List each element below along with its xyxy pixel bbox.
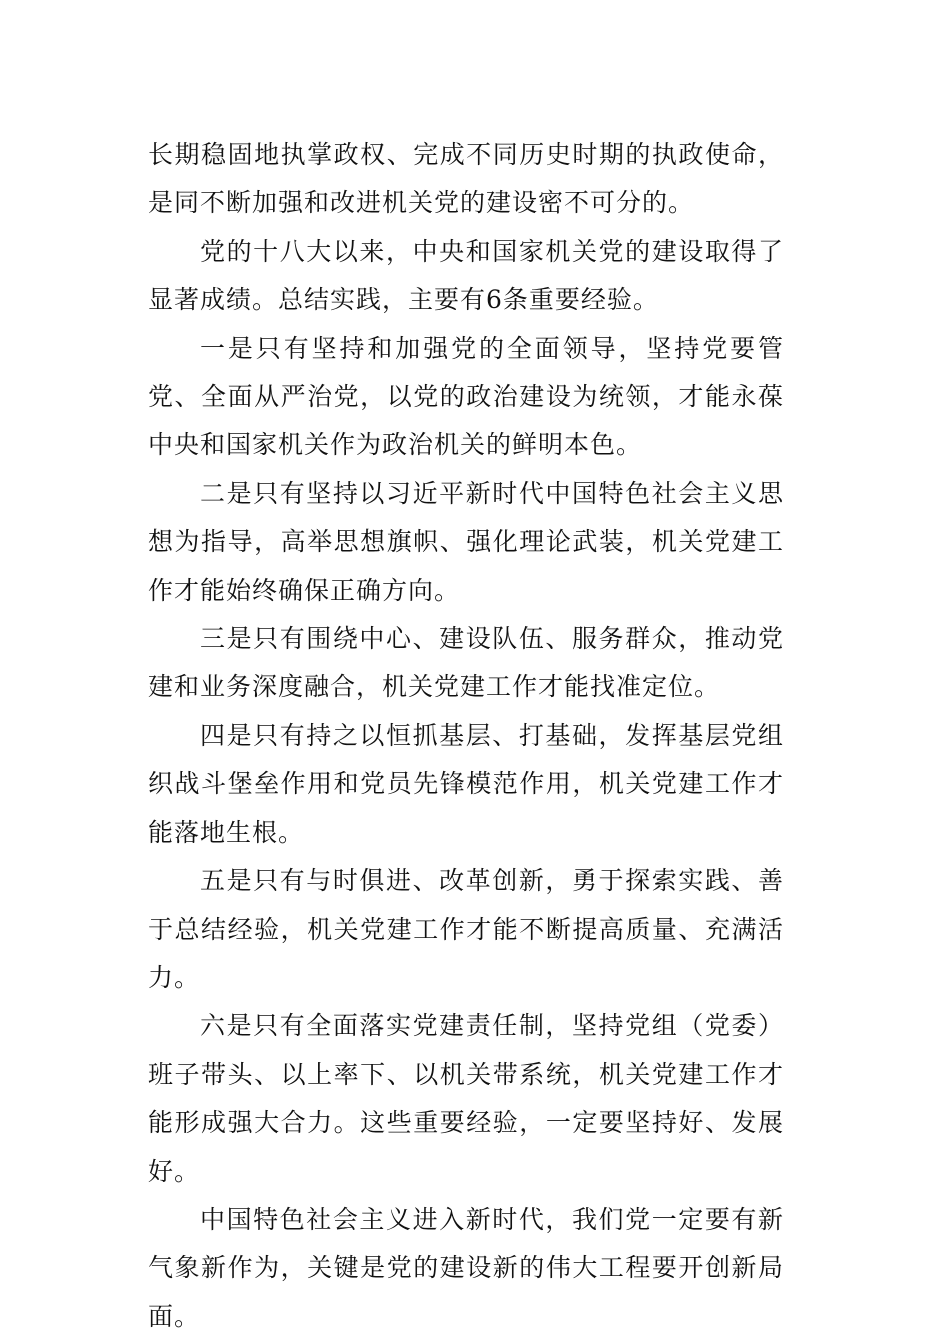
paragraph-experience-2: 二是只有坚持以习近平新时代中国特色社会主义思想为指导，高举思想旗帜、强化理论武装，机关党建工作才能始终确保正确方向。 bbox=[148, 478, 784, 605]
paragraph-experience-6: 六是只有全面落实党建责任制，坚持党组（党委）班子带头、以上率下、以机关带系统，机关党建工作才能形成强大合力。这些重要经验，一定要坚持好、发展好。 bbox=[148, 1011, 784, 1186]
paragraph-achievements: 党的十八大以来，中央和国家机关党的建设取得了显著成绩。总结实践，主要有6条重要经验。 bbox=[148, 236, 784, 315]
document-body bbox=[148, 131, 784, 1341]
paragraph-continuation: 长期稳固地执掌政权、完成不同历史时期的执政使命，是同不断加强和改进机关党的建设密不可分的。 bbox=[148, 140, 784, 218]
paragraph-experience-1: 一是只有坚持和加强党的全面领导，坚持党要管党、全面从严治党，以党的政治建设为统领，才能永葆中央和国家机关作为政治机关的鲜明本色。 bbox=[148, 333, 784, 460]
paragraph-experience-4: 四是只有持之以恒抓基层、打基础，发挥基层党组织战斗堡垒作用和党员先锋模范作用，机关党建工作才能落地生根。 bbox=[148, 720, 784, 847]
paragraph-experience-5: 五是只有与时俱进、改革创新，勇于探索实践、善于总结经验，机关党建工作才能不断提高质量、充满活力。 bbox=[148, 866, 784, 992]
paragraph-new-era: 中国特色社会主义进入新时代，我们党一定要有新气象新作为，关键是党的建设新的伟大工程要开创新局面。 bbox=[148, 1204, 784, 1331]
paragraph-experience-3: 三是只有围绕中心、建设队伍、服务群众，推动党建和业务深度融合，机关党建工作才能找准定位。 bbox=[148, 624, 784, 702]
